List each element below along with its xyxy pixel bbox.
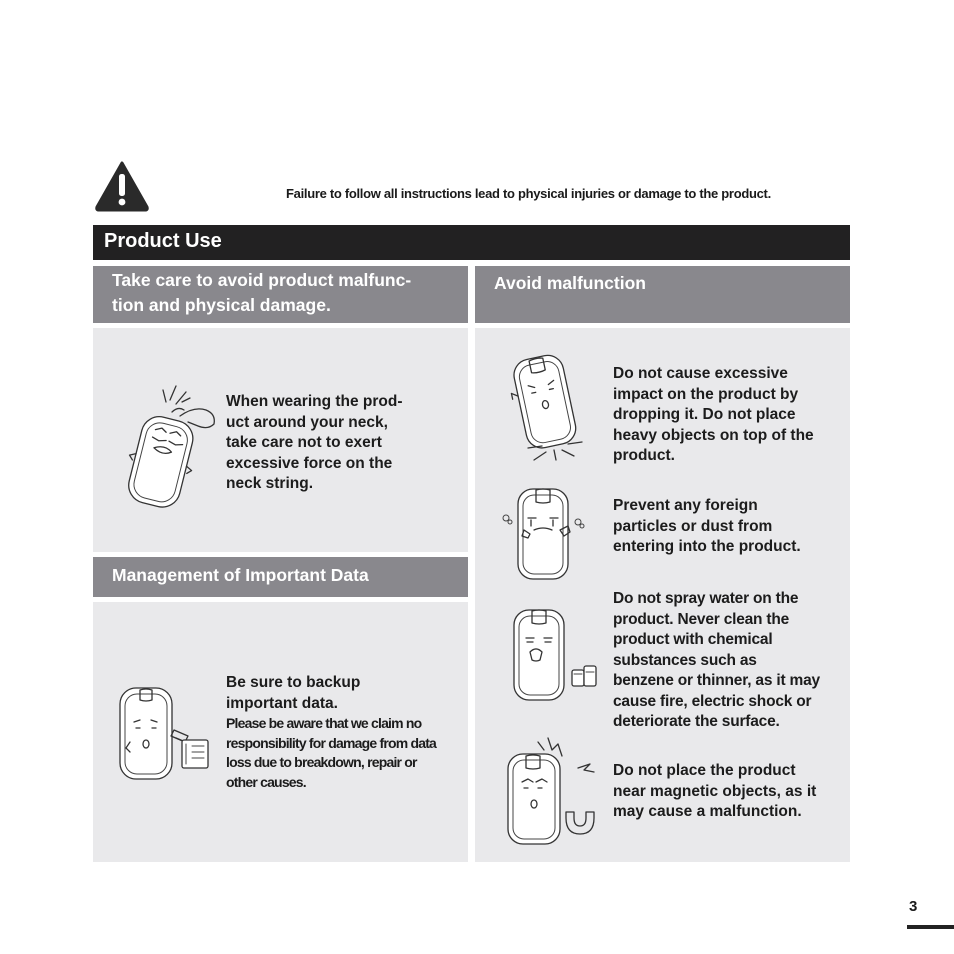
section-title: Product Use xyxy=(104,230,222,252)
text-line: benzene or thinner, as it may xyxy=(613,672,820,689)
malfunction-header xyxy=(475,266,850,323)
text-line: product with chemical xyxy=(613,631,773,648)
text-line: When wearing the prod- xyxy=(226,393,403,410)
page-number: 3 xyxy=(909,898,918,915)
exclamation-triangle-icon xyxy=(94,160,150,212)
text-line: Be sure to backup xyxy=(226,674,361,691)
impact-text xyxy=(613,364,814,467)
neck-string-illustration xyxy=(122,382,218,510)
water-chemical-illustration xyxy=(508,608,600,702)
text-line: Do not cause excessive xyxy=(613,365,788,382)
text-line: uct around your neck, xyxy=(226,413,388,431)
care-header xyxy=(93,266,468,323)
text-line: Please be aware that we claim no xyxy=(226,715,422,731)
text-line: product. xyxy=(613,447,675,464)
warning-text: Failure to follow all instructions lead to physical injuries or damage to the product. xyxy=(286,186,771,201)
text-line: may cause a malfunction. xyxy=(613,803,802,820)
text-line: deteriorate the surface. xyxy=(613,713,780,730)
backup-text xyxy=(226,673,360,714)
text-line: important data. xyxy=(226,694,338,712)
section-title-bar xyxy=(93,225,850,260)
text-line: impact on the product by xyxy=(613,385,799,403)
text-line: particles or dust from xyxy=(613,517,773,535)
text-line: excessive force on the xyxy=(226,454,393,472)
text-line: Do not spray water on the xyxy=(613,590,799,607)
text-line: near magnetic objects, as it xyxy=(613,782,817,800)
dust-text xyxy=(613,496,801,558)
drop-impact-illustration xyxy=(506,352,590,462)
malfunction-header-label: Avoid malfunction xyxy=(494,273,646,293)
water-text xyxy=(613,589,820,733)
magnet-illustration xyxy=(504,734,604,848)
data-header-label: Management of Important Data xyxy=(112,565,369,585)
backup-illustration xyxy=(116,686,216,782)
care-header-line: tion and physical damage. xyxy=(112,295,331,315)
text-line: take care not to exert xyxy=(226,434,382,451)
text-line: product. Never clean the xyxy=(613,610,790,628)
text-line: neck string. xyxy=(226,475,313,492)
care-header-line: Take care to avoid product malfunc- xyxy=(112,270,412,290)
text-line: cause fire, electric shock or xyxy=(613,692,812,710)
text-line: loss due to breakdown, repair or xyxy=(226,754,417,770)
neck-text xyxy=(226,392,403,495)
disclaimer-text xyxy=(226,714,436,792)
text-line: Do not place the product xyxy=(613,762,796,779)
text-line: other causes. xyxy=(226,773,306,790)
magnet-text xyxy=(613,761,816,823)
page-number-rule xyxy=(907,925,954,929)
text-line: substances such as xyxy=(613,651,757,669)
data-header xyxy=(93,557,468,597)
text-line: heavy objects on top of the xyxy=(613,426,814,444)
text-line: responsibility for damage from data xyxy=(226,734,437,751)
text-line: Prevent any foreign xyxy=(613,497,758,514)
text-line: dropping it. Do not place xyxy=(613,406,796,423)
dust-illustration xyxy=(498,486,588,582)
text-line: entering into the product. xyxy=(613,538,801,555)
